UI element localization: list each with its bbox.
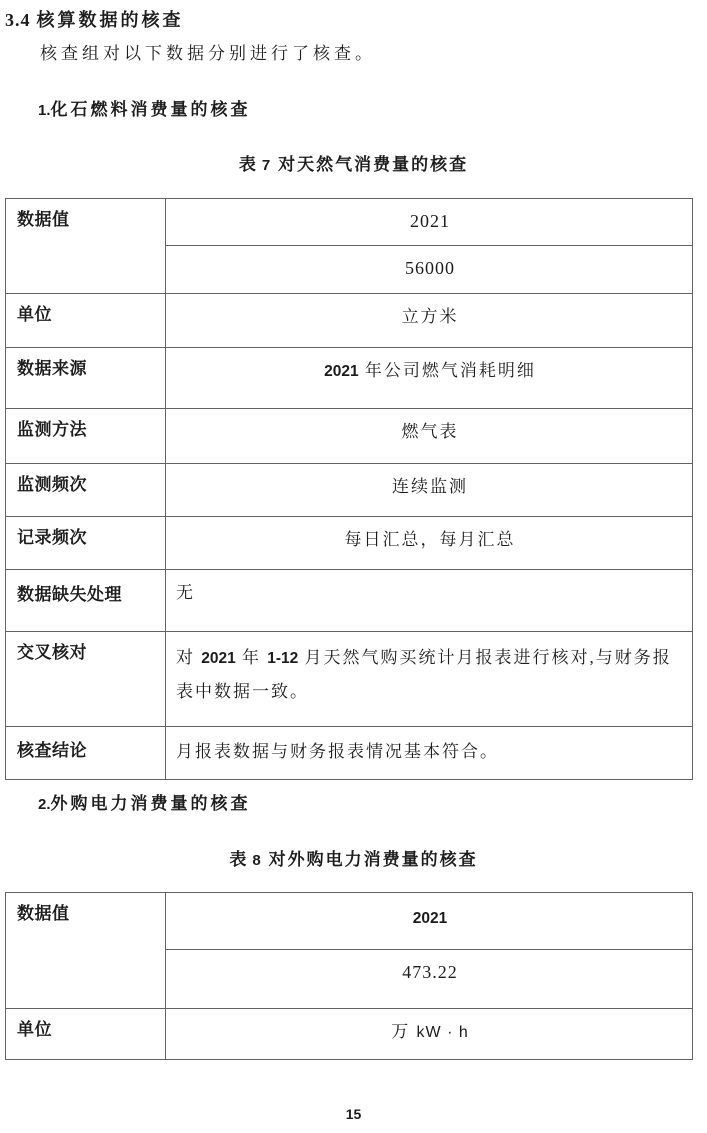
subsection-2-title: 外购电力消费量的核查	[50, 794, 251, 813]
row-label: 监测频次	[17, 475, 87, 494]
table7-caption-title: 对天然气消费量的核查	[278, 155, 469, 174]
row-label: 单位	[17, 1020, 52, 1039]
table7-caption	[0, 150, 707, 175]
row-value: 燃气表	[401, 422, 459, 441]
row-value: 对 2021 年 1-12 月天然气购买统计月报表进行核对,与财务报表中数据一致。	[176, 648, 672, 701]
table8-caption-title: 对外购电力消费量的核查	[268, 850, 478, 869]
row-value: 2021 年公司燃气消耗明细	[324, 361, 536, 380]
row-value: 立方米	[401, 307, 459, 326]
row-label: 数据值	[17, 210, 70, 229]
row-value: 月报表数据与财务报表情况基本符合。	[176, 742, 499, 761]
table-row-monitor-frequency	[6, 463, 692, 516]
row-label: 数据来源	[17, 359, 87, 378]
row-value-stack	[165, 199, 692, 293]
intro-paragraph: 核查组对以下数据分别进行了核查。	[40, 44, 376, 63]
row-value-amount: 473.22	[166, 949, 692, 1008]
section-number: 3.4	[5, 10, 31, 30]
table8-caption	[0, 845, 707, 870]
table-row-record-frequency	[6, 516, 692, 569]
table-row-missing-data	[6, 569, 692, 631]
table-row-unit	[6, 1008, 692, 1059]
row-label: 交叉核对	[17, 643, 87, 662]
subsection-2-number: 2.	[38, 796, 51, 813]
subsection-1-title: 化石燃料消费量的核查	[50, 100, 251, 119]
row-value: 无	[176, 583, 195, 602]
table-row-monitor-method	[6, 408, 692, 463]
row-value: 万 kW · h	[391, 1022, 469, 1041]
row-value: 连续监测	[392, 477, 468, 496]
table-row-conclusion	[6, 726, 692, 779]
page-number: 15	[345, 1106, 362, 1122]
row-value-amount: 56000	[166, 245, 692, 293]
table-row-data-value	[6, 199, 692, 293]
row-label: 核查结论	[17, 741, 87, 760]
table-row-data-source	[6, 347, 692, 408]
row-value-year: 2021	[412, 910, 448, 927]
row-label: 数据值	[17, 904, 70, 923]
section-heading	[5, 6, 184, 32]
subsection-2-heading	[38, 789, 251, 814]
table7-caption-number: 7	[261, 157, 271, 174]
row-value-year: 2021	[410, 211, 450, 231]
table7	[5, 198, 693, 780]
table-row-unit	[6, 293, 692, 347]
row-label: 数据缺失处理	[17, 585, 122, 604]
row-label: 记录频次	[17, 528, 87, 547]
table8-caption-label: 表	[229, 850, 249, 869]
table-row-data-value	[6, 893, 692, 1008]
table7-caption-label: 表	[238, 155, 258, 174]
table8-caption-number: 8	[252, 852, 261, 869]
section-title: 核算数据的核查	[36, 10, 184, 30]
table-row-cross-check	[6, 631, 692, 726]
row-label: 监测方法	[17, 420, 87, 439]
row-label: 单位	[17, 305, 52, 324]
table8	[5, 892, 693, 1060]
subsection-1-number: 1.	[38, 102, 51, 119]
subsection-1-heading	[38, 95, 251, 120]
row-value-stack	[165, 893, 692, 1008]
row-value: 每日汇总，每月汇总	[344, 530, 516, 549]
